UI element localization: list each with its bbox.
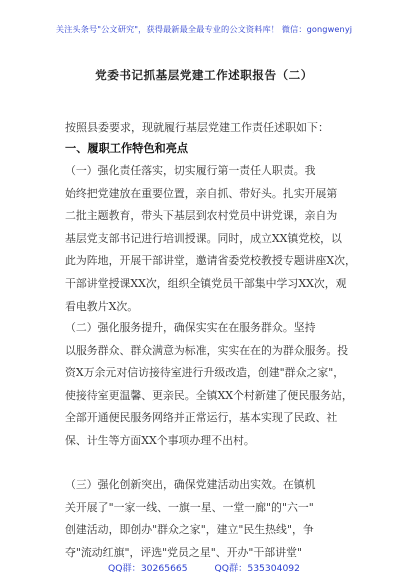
paragraph-line: 资X万余元对信访接待室进行升级改造，创建"群众之家"， [65,366,345,380]
paragraph-line: 夺"流动红旗"，评选"党员之星"、开办"干部讲堂" [65,545,302,559]
top-banner: 关注头条号"公文研究"，获得最新最全最专业的公文资料库！ 微信：gongwenyj [55,24,353,34]
paragraph-responsibility [65,160,365,318]
paragraph-line: （二）强化服务提升，确保实实在在服务群众。坚持 [65,321,316,334]
intro-text: 按照县委要求，现就履行基层党建工作责任述职如下： [65,121,329,134]
paragraph-line: 保、计生等方面XX个事项办理不出村。 [65,433,255,447]
paragraph-line: 关开展了"一家一线、一旗一星、一堂一廊"的"六一" [65,500,314,514]
paragraph-line: 始终把党建放在重要位置，亲自抓、带好头。扎实开展第 [65,186,338,200]
paragraph-line: 干部讲堂授课XX次，组织全镇党员干部集中学习XX次，观 [65,276,347,290]
paragraph-line: 基层党支部书记进行培训授课。同时，成立XX镇党校，以 [65,231,342,245]
paragraph-line: 全部开通便民服务网络并正常运行，基本实现了民政、社 [65,411,338,425]
document-title: 党委书记抓基层党建工作述职报告（二） [95,68,313,82]
footer-qq-group-2: QQ群：535304092 [214,563,300,574]
paragraph-line: 使接待室更温馨、更亲民。全镇XX个村新建了便民服务站， [65,388,353,402]
section-heading: 一、履职工作特色和亮点 [65,141,189,155]
paragraph-line: 创建活动，即创办"群众之家"，建立"民生热线"，争 [65,523,314,537]
paragraph-line: 二批主题教育，带头下基层到农村党员中讲党课，亲自为 [65,209,338,223]
paragraph-innovation [65,474,365,564]
paragraph-line: （一）强化责任落实，切实履行第一责任人职责。我 [65,164,316,177]
paragraph-line: 以服务群众、群众满意为标准，实实在在的为群众服务。投 [65,343,349,357]
paragraph-line: 此为阵地，开展干部讲堂，邀请省委党校教授专题讲座X次， [65,254,356,268]
footer [0,560,408,574]
paragraph-line: （三）强化创新突出，确保党建活动出实效。在镇机 [65,478,316,491]
paragraph-line: 看电教片X次。 [65,299,139,313]
footer-qq-group-1: QQ群：30265665 [108,563,188,574]
paragraph-service [65,317,365,453]
